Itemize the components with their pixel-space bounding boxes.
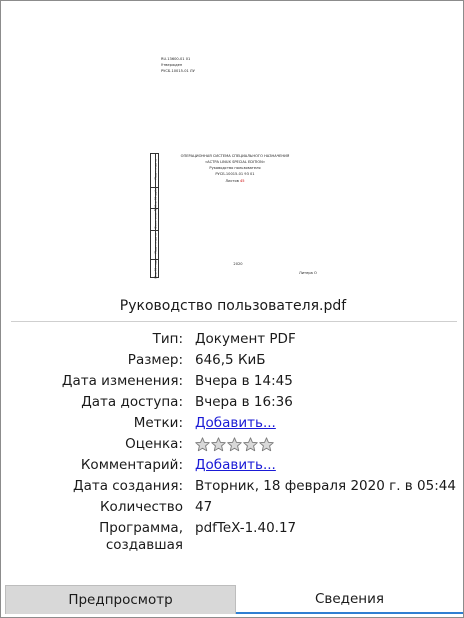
prop-modified-key: Дата изменения: [61,373,183,389]
tab-preview-label: Предпросмотр [68,592,173,608]
thumb-sheets-count: 45 [240,179,245,183]
prop-type-value: Документ PDF [195,331,296,347]
prop-program-key-line-2: создавшая [105,537,183,553]
rating-stars[interactable] [195,437,274,452]
prop-program-key-line-1: Программа, [99,520,183,536]
prop-type-key: Тип: [152,331,183,347]
thumb-title-line-1: ОПЕРАЦИОННАЯ СИСТЕМА СПЕЦИАЛЬНОГО НАЗНАЧЕНИЯ [180,154,290,158]
thumb-side-label-2: Инв. № дубл. [153,186,158,208]
prop-accessed-value: Вчера в 16:36 [195,394,293,410]
rating-star-icon[interactable] [227,437,242,452]
tab-preview[interactable] [5,585,236,614]
prop-modified-value: Вчера в 14:45 [195,373,293,389]
prop-tags-key: Метки: [133,415,183,431]
rating-star-icon[interactable] [195,437,210,452]
thumb-title-line-2: «АСТРА LINUX SPECIAL EDITION» [204,160,266,164]
rating-star-icon[interactable] [211,437,226,452]
thumb-side-label-4: Подп. и дата [153,233,158,254]
thumb-side-label-1: Подп. и дата [153,159,158,180]
active-tab-indicator [236,612,463,614]
separator [11,321,457,322]
pdf-page-thumbnail[interactable] [146,36,326,281]
prop-count-key: Количество [99,499,183,515]
prop-accessed-key: Дата доступа: [81,394,183,410]
add-tags-link[interactable]: Добавить... [195,415,276,431]
prop-size-value: 646,5 КиБ [195,352,266,368]
prop-program-value: pdfTeX-1.40.17 [195,520,297,536]
thumb-sheets-line [225,179,244,183]
prop-created-value: Вторник, 18 февраля 2020 г. в 05:44 [195,478,456,494]
thumb-letter: Литера О [299,271,317,275]
thumb-header-line-2: Утвержден [161,63,183,67]
tab-info[interactable] [236,585,463,614]
prop-count-value: 47 [195,499,213,515]
tab-info-label: Сведения [314,591,385,607]
thumb-header-line-3: РУСБ.10015-01 ЛУ [161,69,195,73]
thumb-side-label-3: Взам. инв. № [153,208,158,229]
thumb-title-line-3: Руководство пользователя [209,166,261,170]
thumb-title-line-4: РУСБ.10015-01 93 01 [215,172,255,176]
view-tabs [5,585,463,615]
rating-star-icon[interactable] [243,437,258,452]
rating-star-icon[interactable] [259,437,274,452]
prop-comment-key: Комментарий: [80,457,183,473]
thumb-header-line-1: RU.13600-01 01 [161,57,191,61]
add-comment-link[interactable]: Добавить... [195,457,276,473]
file-name: Руководство пользователя.pdf [119,298,347,314]
thumb-side-stamp-table [150,153,159,278]
thumb-sheets-prefix: Листов [225,179,239,183]
prop-rating-key: Оценка: [125,436,183,452]
prop-created-key: Дата создания: [73,478,183,494]
prop-size-key: Размер: [127,352,183,368]
thumb-year: 2020 [233,262,243,266]
thumb-side-label-5: Инв. № подл. [153,257,158,279]
